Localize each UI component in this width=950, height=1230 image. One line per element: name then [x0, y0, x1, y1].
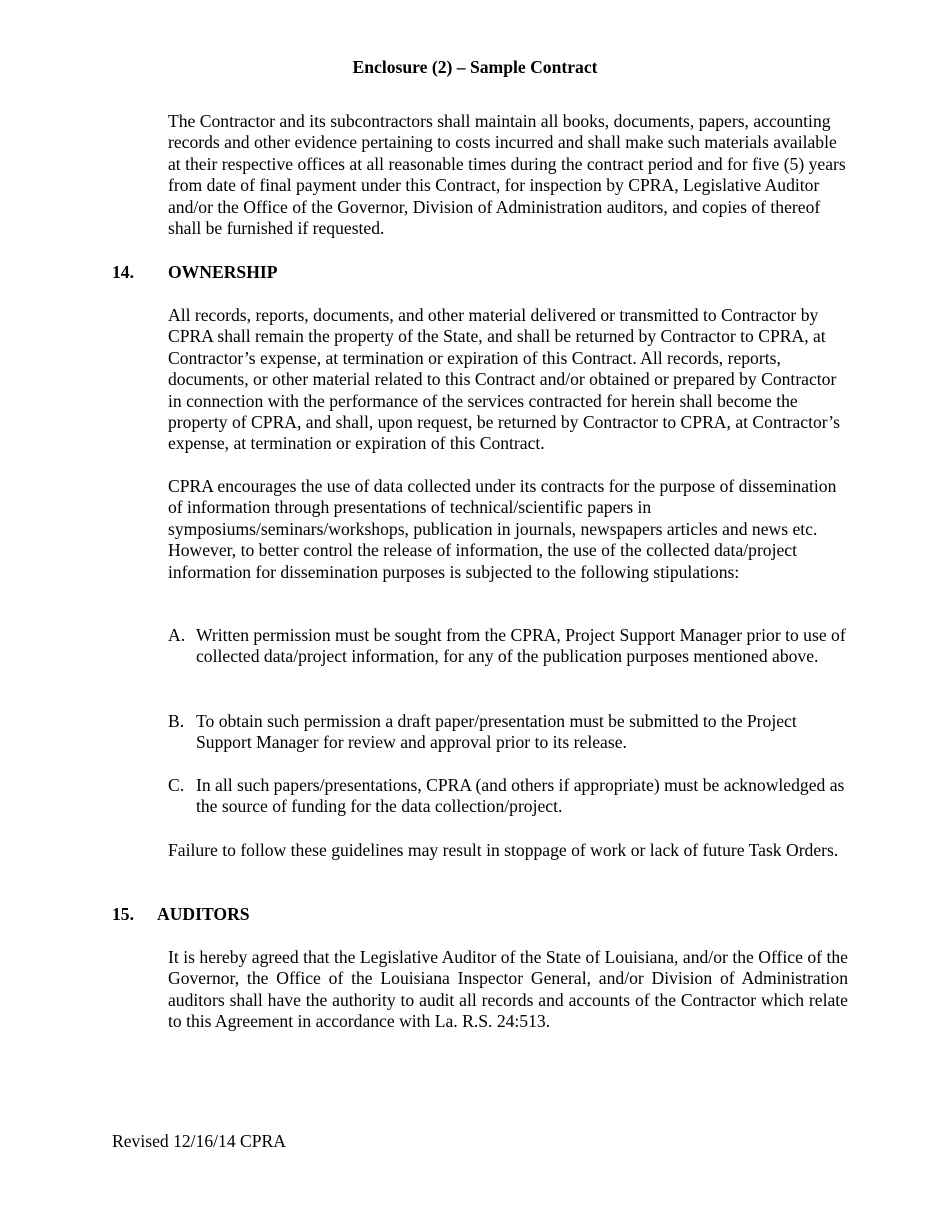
list-item-text: In all such papers/presentations, CPRA (and others if appropriate) must be acknowledged as the source of funding for the data collection/project.	[196, 775, 845, 817]
list-item-c	[168, 775, 848, 818]
ownership-paragraph: All records, reports, documents, and other material delivered or transmitted to Contractor by CPRA shall remain the property of the State, and shall be returned by Contractor to CPRA, at Contractor’s expense, at termination or expiration of this Contract. All records, reports, documents, or other material related to this Contract and/or obtained or prepared by Contractor in connection with the performance of the services contracted for herein shall become the property of CPRA, and shall, upon request, be returned by Contractor to CPRA, at Contractor’s expense, at termination or expiration of this Contract.	[168, 305, 841, 454]
section-15-heading	[112, 904, 250, 925]
section-14-heading	[112, 262, 278, 283]
list-item-letter: B.	[168, 711, 185, 731]
section-15-number: 15.	[112, 904, 134, 924]
list-item-a	[168, 625, 848, 668]
list-item-text: To obtain such permission a draft paper/presentation must be submitted to the Project Support Manager for review and approval prior to its release.	[196, 711, 797, 753]
section-15-title: AUDITORS	[157, 904, 250, 924]
list-item-letter: A.	[168, 625, 186, 645]
revision-footer: Revised 12/16/14 CPRA	[112, 1131, 286, 1151]
section-14-title: OWNERSHIP	[168, 262, 278, 282]
auditors-paragraph: It is hereby agreed that the Legislative Auditor of the State of Louisiana, and/or the Office of the Governor, the Office of the Louisiana Inspector General, and/or Division of Administration auditors shall have the authority to audit all records and accounts of the Contractor which relate to this Agreement in accordance with La. R.S. 24:513.	[168, 947, 848, 1032]
data-use-paragraph: CPRA encourages the use of data collected under its contracts for the purpose of dissemination of information through presentations of technical/scientific papers in symposiums/seminars/workshops, publication in journals, newspapers articles and news etc. However, to better control the release of information, the use of the collected data/project information for dissemination purposes is subjected to the following stipulations:	[168, 476, 837, 582]
section-14-number: 14.	[112, 262, 134, 282]
list-item-b	[168, 711, 848, 754]
records-paragraph: The Contractor and its subcontractors shall maintain all books, documents, papers, accounting records and other evidence pertaining to costs incurred and shall make such materials available at their respective offices at all reasonable times during the contract period and for five (5) years from date of final payment under this Contract, for inspection by CPRA, Legislative Auditor and/or the Office of the Governor, Division of Administration auditors, and copies of thereof shall be furnished if requested.	[168, 111, 846, 239]
failure-paragraph: Failure to follow these guidelines may result in stoppage of work or lack of future Task Orders.	[168, 840, 839, 860]
list-item-letter: C.	[168, 775, 185, 795]
page-title: Enclosure (2) – Sample Contract	[352, 57, 598, 77]
list-item-text: Written permission must be sought from the CPRA, Project Support Manager prior to use of collected data/project information, for any of the publication purposes mentioned above.	[196, 625, 846, 667]
